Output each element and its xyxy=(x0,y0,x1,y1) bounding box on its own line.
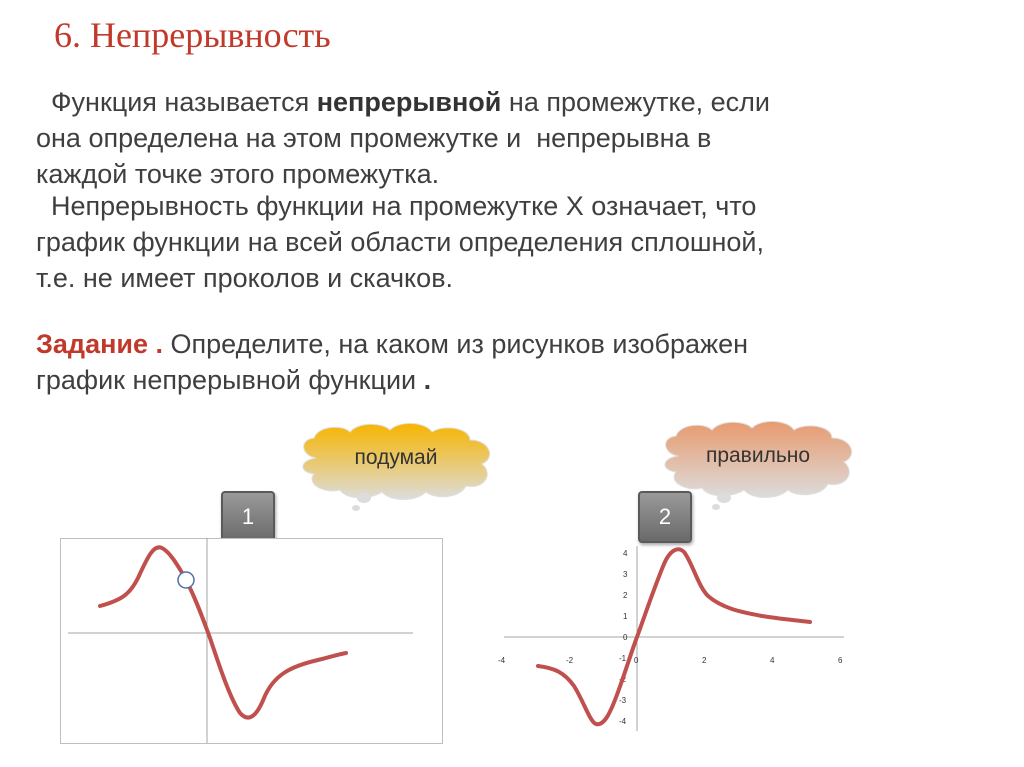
task-dot: . xyxy=(423,365,432,395)
graph-1-frame xyxy=(61,539,443,744)
option-1-button[interactable]: 1 xyxy=(221,491,275,543)
graph-2-y-tick-label: -3 xyxy=(619,696,627,705)
definition-line1-pre: Функция называется xyxy=(36,87,317,117)
slide-title: 6. Непрерывность xyxy=(54,15,331,55)
task-line2: график непрерывной функции xyxy=(36,365,424,395)
graph-2-y-tick-label: -1 xyxy=(619,654,627,663)
graph-1 xyxy=(60,538,444,746)
graph-2-y-tick-label: 0 xyxy=(623,633,628,642)
option-2-button[interactable]: 2 xyxy=(638,491,692,543)
task-label: Задание . xyxy=(36,329,164,359)
definition-line2: она определена на этом промежутке и непрерывна в xyxy=(36,123,712,153)
think-cloud-label: подумай xyxy=(354,446,438,469)
graph-2-y-tick-label: 2 xyxy=(623,591,628,600)
think-cloud[interactable] xyxy=(294,420,498,512)
graph-2-x-tick-label: 0 xyxy=(634,656,639,665)
task-paragraph xyxy=(36,326,996,398)
graph-2-x-tick-label: 2 xyxy=(702,656,707,665)
graph-2-x-tick-label: -2 xyxy=(566,656,574,665)
graph-2-y-tick-label: 3 xyxy=(623,570,628,579)
correct-cloud-label: правильно xyxy=(705,444,811,467)
graph-2 xyxy=(494,546,854,736)
definition-line1-post: на промежутке, если xyxy=(501,87,770,117)
definition-paragraph xyxy=(36,84,996,192)
definition-bold-term: непрерывной xyxy=(316,87,502,117)
graph-2-x-tick-label: -4 xyxy=(498,656,506,665)
task-line1-rest: Определите, на каком из рисунков изображен xyxy=(163,329,749,359)
graph-2-y-tick-label: -4 xyxy=(619,717,627,726)
graph-2-x-tick-label: 6 xyxy=(838,656,843,665)
graph-2-y-tick-label: 1 xyxy=(623,612,628,621)
graph-2-y-tick-label: 4 xyxy=(623,549,628,558)
graph-1-puncture-point xyxy=(178,572,194,588)
continuity-line1: Непрерывность функции на промежутке Х означает, что xyxy=(36,191,757,221)
continuity-line2: график функции на всей области определения сплошной, xyxy=(36,227,765,257)
continuity-paragraph xyxy=(36,188,996,296)
graph-2-y-tick-label: -2 xyxy=(619,675,627,684)
graph-2-x-tick-label: 4 xyxy=(770,656,775,665)
continuity-line3: т.е. не имеет проколов и скачков. xyxy=(36,263,454,293)
definition-line3: каждой точке этого промежутка. xyxy=(36,159,440,189)
